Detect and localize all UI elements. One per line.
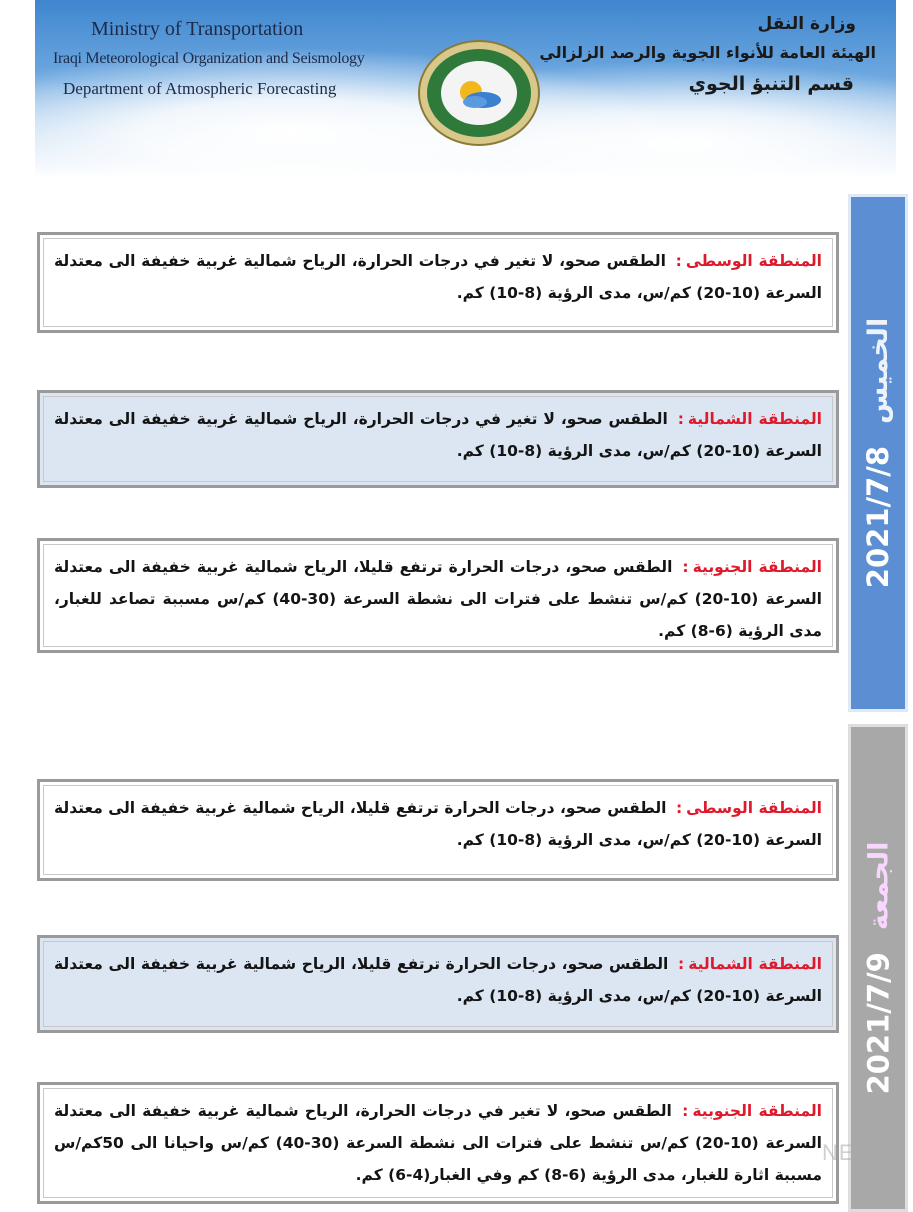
ministry-en: Ministry of Transportation	[91, 18, 304, 40]
forecast-box-south: المنطقة الجنوبية: الطقس صحو، لا تغير في درجات الحرارة، الرياح شمالية غربية خفيفة الى معتدلة السرعة (10-20) كم/س تنشط على فترات الى نشطة السرعة (30-40) كم/س واحيانا الى 50كم/س مسببة اثارة للغبار، مدى الرؤية (6-8) كم وفي الغبار(4-6) كم.	[37, 1082, 839, 1204]
day-name: الجمعة	[862, 841, 894, 931]
forecast-box-south: المنطقة الجنوبية: الطقس صحو، درجات الحرارة ترتفع قليلا، الرياح شمالية غربية خفيفة الى معتدلة السرعة (10-20) كم/س تنشط على فترات الى نشطة السرعة (30-40) كم/س مسببة تصاعد للغبار، مدى الرؤية (6-8) كم.	[37, 538, 839, 653]
region-label: المنطقة الوسطى	[686, 799, 822, 817]
organization-logo	[415, 38, 543, 148]
forecast-box-north: المنطقة الشمالية: الطقس صحو، درجات الحرارة ترتفع قليلا، الرياح شمالية غربية خفيفة الى معتدلة السرعة (10-20) كم/س، مدى الرؤية (8-10) كم.	[37, 935, 839, 1033]
department-en: Department of Atmospheric Forecasting	[63, 79, 337, 98]
region-label: المنطقة الشمالية	[688, 955, 822, 973]
ministry-ar: وزارة النقل	[757, 14, 856, 34]
header-arabic	[539, 10, 876, 100]
forecast-box-central: المنطقة الوسطى: الطقس صحو، لا تغير في درجات الحرارة، الرياح شمالية غربية خفيفة الى معتدلة السرعة (10-20) كم/س، مدى الرؤية (8-10) كم.	[37, 232, 839, 333]
region-label: المنطقة الوسطى	[685, 252, 822, 270]
forecast-text: الطقس صحو، لا تغير في درجات الحرارة، الرياح شمالية غربية خفيفة الى معتدلة السرعة (10-20) كم/س، مدى الرؤية (8-10) كم.	[54, 410, 822, 460]
day-bar-friday	[848, 724, 908, 1212]
header-english	[53, 14, 364, 104]
header-banner	[35, 0, 896, 178]
region-label: المنطقة الجنوبية	[692, 558, 822, 576]
organization-ar: الهيئة العامة للأنواء الجوية والرصد الزلزالي	[539, 43, 876, 62]
forecast-text: الطقس صحو، لا تغير في درجات الحرارة، الرياح شمالية غربية خفيفة الى معتدلة السرعة (10-20) كم/س، مدى الرؤية (8-10) كم.	[54, 252, 822, 302]
organization-en: Iraqi Meteorological Organization and Seismology	[53, 50, 365, 67]
region-label: المنطقة الجنوبية	[692, 1102, 822, 1120]
day-date: 2021/7/9	[861, 952, 895, 1095]
forecast-text: الطقس صحو، درجات الحرارة ترتفع قليلا، الرياح شمالية غربية خفيفة الى معتدلة السرعة (10-20) كم/س، مدى الرؤية (8-10) كم.	[54, 799, 822, 849]
forecast-text: الطقس صحو، درجات الحرارة ترتفع قليلا، الرياح شمالية غربية خفيفة الى معتدلة السرعة (10-20) كم/س تنشط على فترات الى نشطة السرعة (30-40) كم/س مسببة تصاعد للغبار، مدى الرؤية (6-8) كم.	[54, 558, 822, 640]
department-ar: قسم التنبؤ الجوي	[688, 73, 854, 95]
forecast-text: الطقس صحو، درجات الحرارة ترتفع قليلا، الرياح شمالية غربية خفيفة الى معتدلة السرعة (10-20) كم/س، مدى الرؤية (8-10) كم.	[54, 955, 822, 1005]
region-label: المنطقة الشمالية	[687, 410, 822, 428]
day-name: الخميس	[862, 317, 894, 424]
forecast-text: الطقس صحو، لا تغير في درجات الحرارة، الرياح شمالية غربية خفيفة الى معتدلة السرعة (10-20) كم/س تنشط على فترات الى نشطة السرعة (30-40) كم/س واحيانا الى 50كم/س مسببة اثارة للغبار، مدى الرؤية (6-8) كم وفي الغبار(4-6) كم.	[54, 1102, 822, 1184]
forecast-box-central: المنطقة الوسطى: الطقس صحو، درجات الحرارة ترتفع قليلا، الرياح شمالية غربية خفيفة الى معتدلة السرعة (10-20) كم/س، مدى الرؤية (8-10) كم.	[37, 779, 839, 881]
forecast-box-north: المنطقة الشمالية: الطقس صحو، لا تغير في درجات الحرارة، الرياح شمالية غربية خفيفة الى معتدلة السرعة (10-20) كم/س، مدى الرؤية (8-10) كم.	[37, 390, 839, 488]
day-date: 2021/7/8	[861, 445, 896, 589]
day-bar-thursday	[848, 194, 908, 712]
watermark: NEWS	[822, 1140, 892, 1165]
